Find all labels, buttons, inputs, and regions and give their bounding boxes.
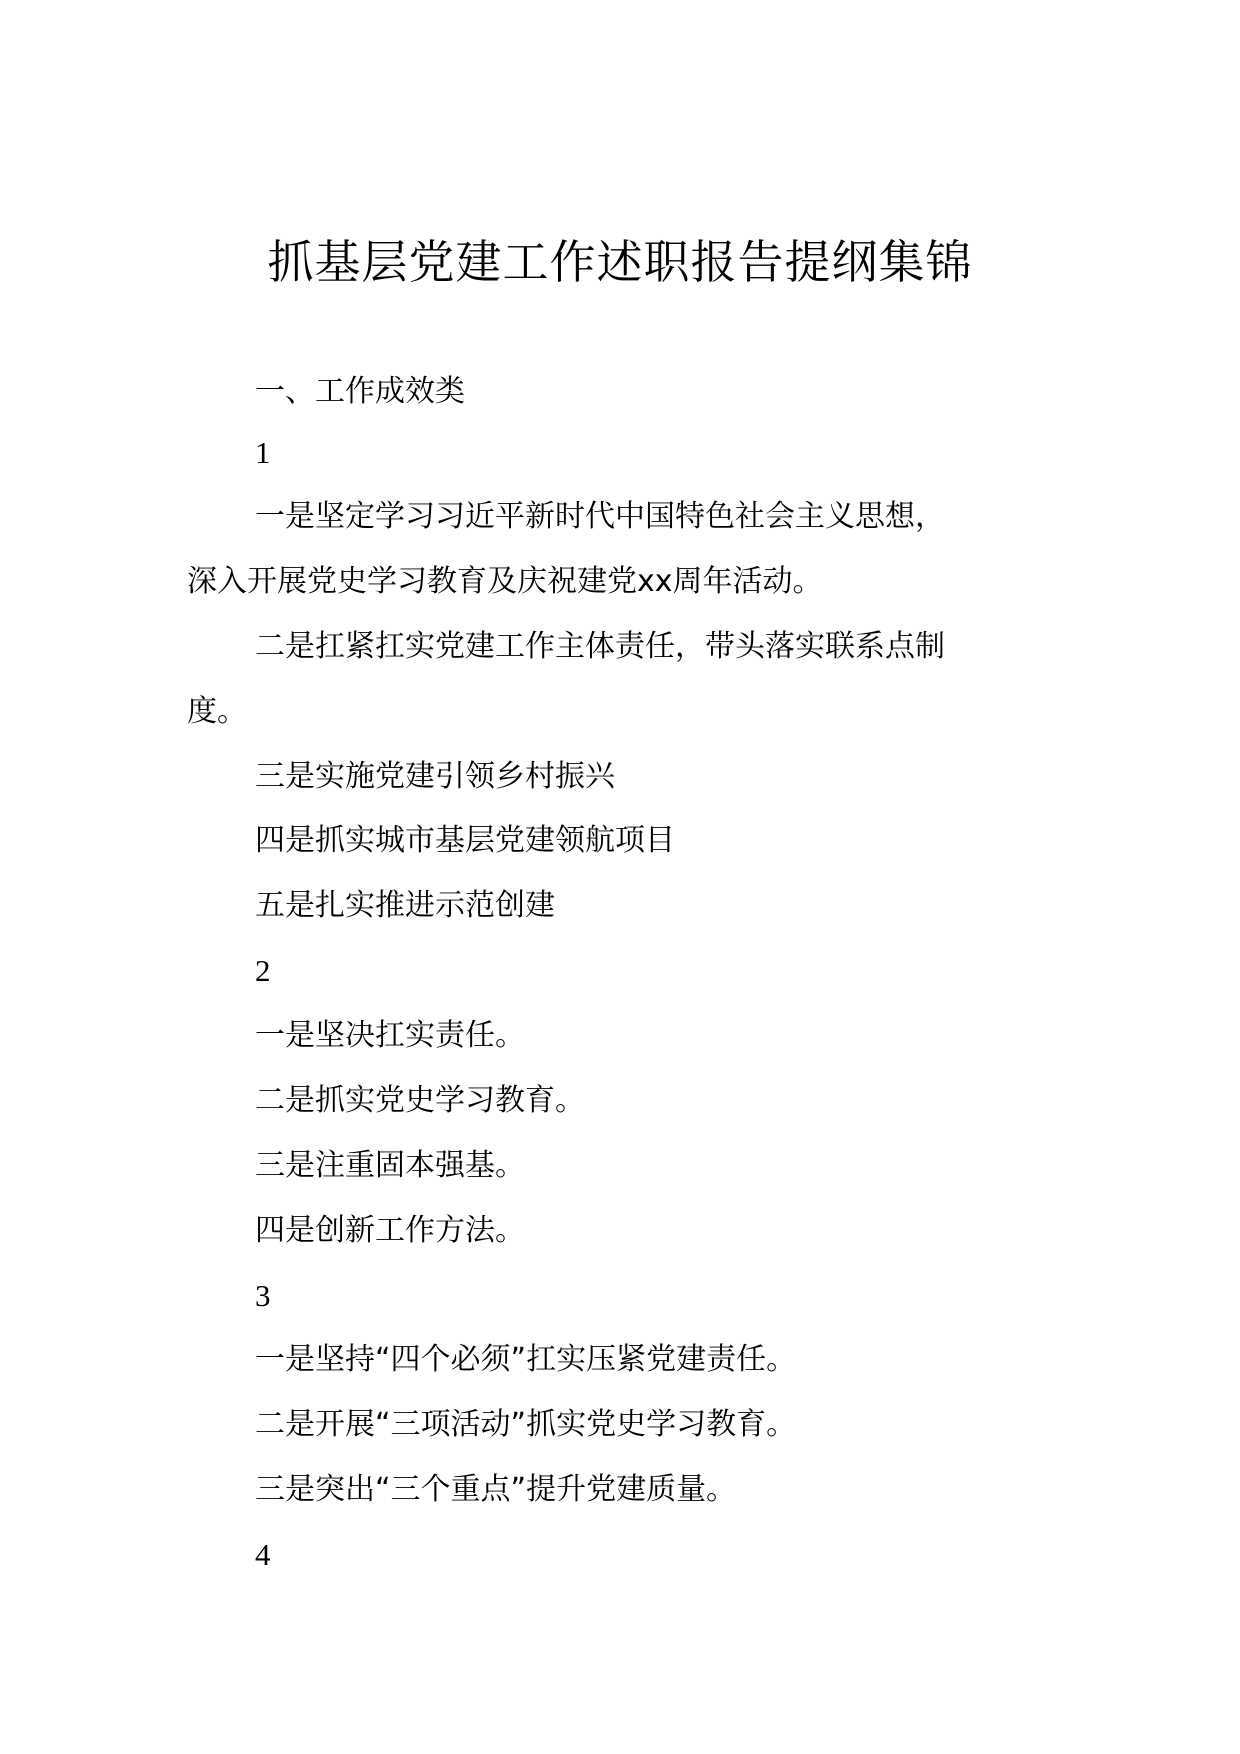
list-item: 三是实施党建引领乡村振兴 xyxy=(255,759,615,794)
list-item: 三是突出“三个重点”提升党建质量。 xyxy=(255,1472,737,1507)
list-item: 二是开展“三项活动”抓实党史学习教育。 xyxy=(255,1407,797,1442)
list-item: 五是扎实推进示范创建 xyxy=(255,888,555,923)
list-item: 二是抓实党史学习教育。 xyxy=(255,1083,585,1118)
list-item: 四是抓实城市基层党建领航项目 xyxy=(255,823,675,858)
section-heading: 一、工作成效类 xyxy=(255,374,465,409)
list-item: 一是坚定学习习近平新时代中国特色社会主义思想， xyxy=(255,499,945,534)
group-number: 4 xyxy=(255,1537,271,1572)
list-item: 四是创新工作方法。 xyxy=(255,1213,525,1248)
group-number: 2 xyxy=(255,953,271,988)
list-item-continuation: 深入开展党史学习教育及庆祝建党xx周年活动。 xyxy=(187,564,823,599)
group-number: 1 xyxy=(255,435,271,470)
list-item-continuation: 度。 xyxy=(187,694,247,729)
list-item: 二是扛紧扛实党建工作主体责任，带头落实联系点制 xyxy=(255,629,945,664)
list-item: 一是坚持“四个必须”扛实压紧党建责任。 xyxy=(255,1342,797,1377)
group-number: 3 xyxy=(255,1278,271,1313)
list-item: 一是坚决扛实责任。 xyxy=(255,1018,525,1053)
list-item: 三是注重固本强基。 xyxy=(255,1148,525,1183)
page-title: 抓基层党建工作述职报告提纲集锦 xyxy=(267,235,973,289)
